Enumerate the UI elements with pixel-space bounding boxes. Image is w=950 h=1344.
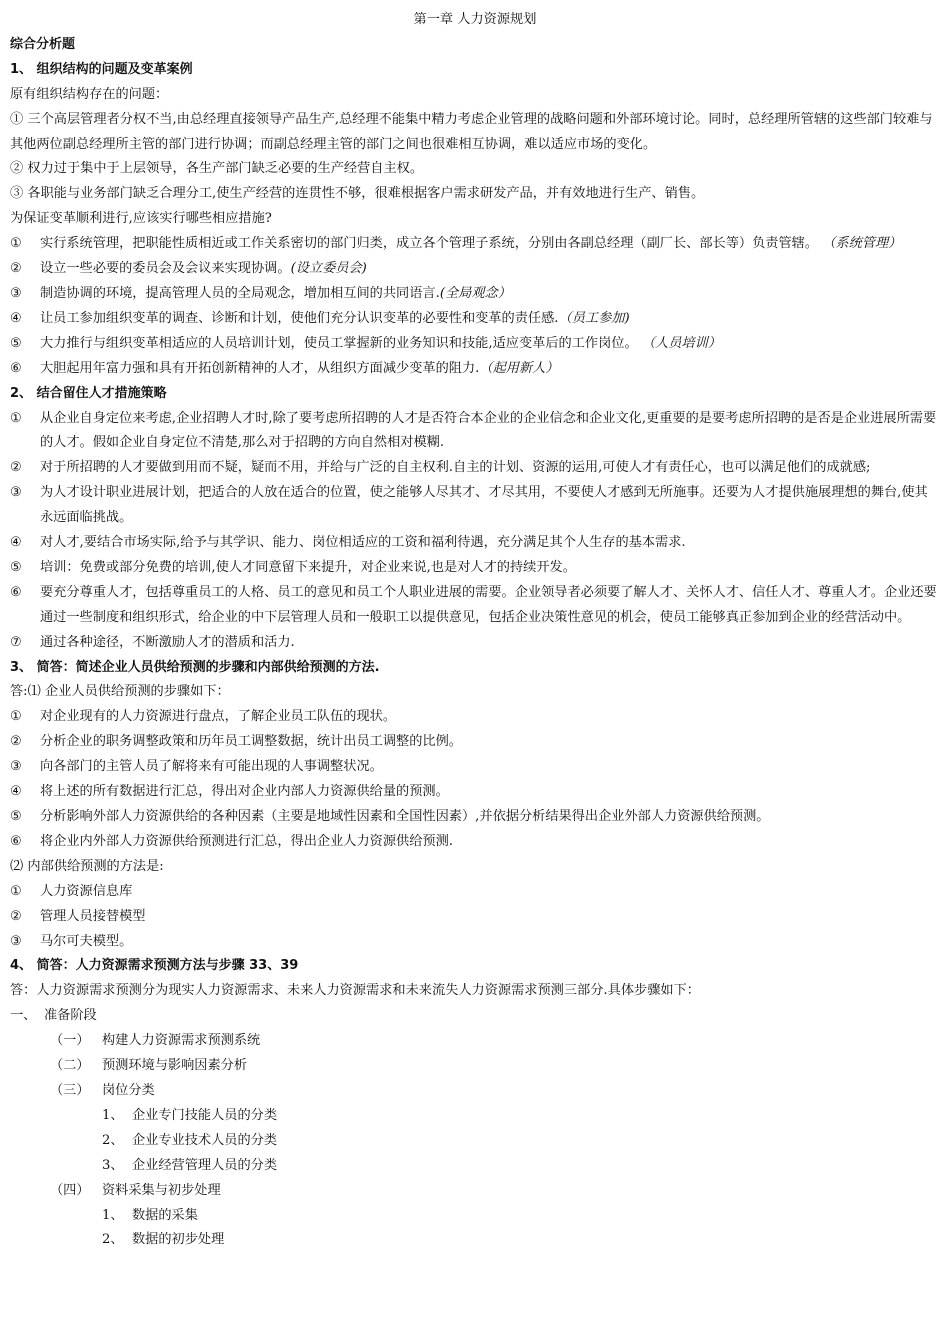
measure-note: (全局观念）	[439, 285, 511, 301]
q4-sub-sub-item	[10, 1104, 940, 1129]
q1-problem-2: ② 权力过于集中于上层领导，各生产部门缺乏必要的生产经营自主权。	[10, 161, 424, 177]
q4-sub-sub-item	[10, 1154, 940, 1179]
q2-item	[10, 631, 940, 656]
item-text: 分析影响外部人力资源供给的各种因素（主要是地域性因素和全国性因素）,并依据分析结果得出企业外部人力资源供给预测。	[40, 809, 770, 824]
item-text: 预测环境与影响因素分析	[102, 1058, 248, 1074]
item-text: 向各部门的主管人员了解将来有可能出现的人事调整状况。	[40, 759, 383, 775]
item-text: 分析企业的职务调整政策和历年员工调整数据，统计出员工调整的比例。	[40, 734, 462, 750]
item-text	[40, 332, 940, 357]
item-text	[40, 307, 940, 332]
q3-method	[10, 905, 940, 930]
item-text: 要充分尊重人才，包括尊重员工的人格、员工的意见和员工个人职业进展的需要。企业领导者必须要了解人才、关怀人才、信任人才、尊重人才。企业还要通过一些制度和组织形式，给企业的中下层管理人员和一般职工以提供意见，包括企业决策性意见的机会，使员工能够真正参加到企业的经营活动中。	[40, 584, 937, 625]
item-number: （二）	[50, 1058, 90, 1074]
measure-note: （人员培训）	[641, 335, 721, 351]
item-text: 培训：免费或部分免费的培训,使人才同意留下来提升，对企业来说,也是对人才的持续开发。	[40, 559, 576, 575]
item-number: ⑥	[10, 584, 22, 600]
item-number: ①	[10, 410, 22, 426]
measure-note: (设立委员会)	[290, 261, 367, 277]
q4-stage	[10, 1004, 940, 1029]
item-text	[40, 282, 940, 307]
item-number: ③	[10, 485, 22, 501]
item-number: 3、	[102, 1157, 124, 1173]
document-page	[10, 8, 940, 1253]
q2-item	[10, 481, 940, 531]
q3-step	[10, 830, 940, 855]
q1-measure-item	[10, 357, 940, 382]
item-number: ⑤	[10, 809, 22, 824]
q3-step	[10, 705, 940, 730]
item-text: 企业专业技术人员的分类	[132, 1132, 278, 1148]
item-text: 数据的采集	[132, 1207, 198, 1223]
item-text: 人力资源信息库	[40, 883, 133, 899]
item-number: ②	[10, 460, 22, 476]
q4-sub-item	[10, 1029, 940, 1054]
item-text: 将上述的所有数据进行汇总，得出对企业内部人力资源供给量的预测。	[40, 784, 449, 800]
q1-measure-item	[10, 257, 940, 282]
q2-item	[10, 407, 940, 457]
q4-sub-item	[10, 1079, 940, 1104]
item-number: （四）	[50, 1182, 90, 1198]
item-number: 2、	[102, 1132, 124, 1148]
item-text: 对企业现有的人力资源进行盘点，了解企业员工队伍的现状。	[40, 709, 397, 725]
q3-step	[10, 755, 940, 780]
measure-text: 大力推行与组织变革相适应的人员培训计划，使员工掌握新的业务知识和技能,适应变革后的工作岗位。	[40, 335, 642, 351]
item-number: 1、	[102, 1207, 124, 1223]
measure-note: （员工参加)	[558, 310, 630, 326]
item-number: ③	[10, 933, 22, 949]
section-heading: 综合分析题	[10, 36, 76, 52]
q2-item	[10, 556, 940, 581]
item-number: ⑦	[10, 634, 22, 650]
q1-problems-intro: 原有组织结构存在的问题：	[10, 86, 169, 102]
q4-sub-item	[10, 1054, 940, 1079]
q3-step	[10, 805, 940, 830]
q1-problem-1	[10, 108, 940, 158]
measure-note: （系统管理）	[822, 236, 902, 252]
item-text: 企业专门技能人员的分类	[132, 1107, 278, 1123]
item-number: ⑤	[10, 559, 22, 575]
q3-method	[10, 930, 940, 955]
item-number: ③	[10, 759, 22, 775]
item-text	[40, 232, 940, 257]
q1-measures-intro: 为保证变革顺利进行,应该实行哪些相应措施?	[10, 211, 272, 227]
q2-heading: 2、 结合留住人才措施策略	[10, 385, 167, 401]
measure-text: 大胆起用年富力强和具有开拓创新精神的人才，从组织方面减少变革的阻力.	[40, 360, 480, 376]
q3-methods-intro: ⑵ 内部供给预测的方法是:	[10, 858, 164, 874]
measure-text: 实行系统管理，把职能性质相近或工作关系密切的部门归类，成立各个管理子系统，分别由各副总经理（副厂长、部长等）负责管辖。	[40, 236, 823, 252]
item-text: 对于所招聘的人才要做到用而不疑，疑而不用，并给与广泛的自主权利.自主的计划、资源的运用,可使人才有责任心，也可以满足他们的成就感;	[40, 460, 871, 476]
item-text: 数据的初步处理	[132, 1232, 225, 1248]
item-number: 1、	[102, 1107, 124, 1123]
q1-problem-3: ③ 各职能与业务部门缺乏合理分工,使生产经营的连贯性不够，很难根据客户需求研发产品，并有效地进行生产、销售。	[10, 186, 705, 202]
item-number: ①	[10, 883, 22, 899]
item-text: 将企业内外部人力资源供给预测进行汇总，得出企业人力资源供给预测.	[40, 833, 454, 849]
q4-answer: 答：人力资源需求预测分为现实人力资源需求、未来人力资源需求和未来流失人力资源需求预测三部分.具体步骤如下：	[10, 983, 700, 999]
item-number: （一）	[50, 1033, 90, 1049]
item-number: ⑤	[10, 335, 22, 351]
item-text: 资料采集与初步处理	[102, 1182, 221, 1198]
q1-measure-item	[10, 232, 940, 257]
item-text	[40, 257, 940, 282]
q4-heading: 4、 简答：人力资源需求预测方法与步骤 33、39	[10, 958, 299, 974]
q3-answer-intro: 答:⑴ 企业人员供给预测的步骤如下：	[10, 684, 230, 700]
q3-heading: 3、 简答：简述企业人员供给预测的步骤和内部供给预测的方法.	[10, 659, 380, 675]
q3-step	[10, 780, 940, 805]
item-number: ②	[10, 261, 22, 277]
item-number: ④	[10, 310, 22, 326]
q1-heading: 1、 组织结构的问题及变革案例	[10, 61, 193, 77]
item-number: 2、	[102, 1232, 124, 1248]
measure-text: 设立一些必要的委员会及会议来实现协调。	[40, 261, 291, 277]
measure-text: 让员工参加组织变革的调查、诊断和计划，使他们充分认识变革的必要性和变革的责任感.	[40, 310, 559, 326]
q4-sub-item	[10, 1179, 940, 1204]
q1-measure-item	[10, 307, 940, 332]
q3-method	[10, 880, 940, 905]
q2-item	[10, 456, 940, 481]
item-text: 管理人员接替模型	[40, 908, 146, 924]
item-number: ①	[10, 236, 22, 252]
q1-problem-1-text: ① 三个高层管理者分权不当,由总经理直接领导产品生产,总经理不能集中精力考虑企业管理的战略问题和外部环境讨论。同时，总经理所管辖的这些部门较难与其他两位副总经理所主管的部门进行协调；而副总经理主管的部门之间也很难相互协调，难以适应市场的变化。	[10, 111, 933, 152]
q4-sub-sub-item	[10, 1129, 940, 1154]
measure-text: 制造协调的环境，提高管理人员的全局观念，增加相互间的共同语言.	[40, 285, 440, 301]
item-number: ④	[10, 784, 22, 800]
item-text	[40, 357, 940, 382]
item-text: 对人才,要结合市场实际,给予与其学识、能力、岗位相适应的工资和福利待遇，充分满足其个人生存的基本需求.	[40, 535, 686, 551]
item-text: 从企业自身定位来考虑,企业招聘人才时,除了要考虑所招聘的人才是否符合本企业的企业信念和企业文化,更重要的是要考虑所招聘的是否是企业进展所需要的人才。假如企业自身定位不清楚,那么对于招聘的方向自然相对模糊.	[40, 410, 937, 451]
q4-sub-sub-item	[10, 1228, 940, 1253]
q4-sub-sub-item	[10, 1204, 940, 1229]
item-text: 马尔可夫模型。	[40, 933, 133, 949]
item-number: （三）	[50, 1082, 90, 1098]
item-text: 准备阶段	[44, 1008, 97, 1024]
item-text: 为人才设计职业进展计划，把适合的人放在适合的位置，使之能够人尽其才、才尽其用，不要使人才感到无所施事。还要为人才提供施展理想的舞台,使其永远面临挑战。	[40, 485, 928, 526]
item-text: 通过各种途径，不断激励人才的潜质和活力.	[40, 634, 295, 650]
item-number: ③	[10, 285, 22, 301]
q2-item	[10, 581, 940, 631]
item-number: ⑥	[10, 833, 22, 849]
item-number: ①	[10, 709, 22, 725]
q1-measure-item	[10, 282, 940, 307]
item-text: 企业经营管理人员的分类	[132, 1157, 278, 1173]
item-text: 岗位分类	[102, 1082, 155, 1098]
item-number: ④	[10, 535, 22, 551]
q1-measure-item	[10, 332, 940, 357]
q3-step	[10, 730, 940, 755]
item-number: ②	[10, 734, 22, 750]
item-number: ⑥	[10, 360, 22, 376]
chapter-title: 第一章 人力资源规划	[413, 12, 537, 27]
measure-note: （起用新人）	[479, 360, 559, 376]
item-text: 构建人力资源需求预测系统	[102, 1033, 261, 1049]
item-number: 一、	[10, 1008, 37, 1024]
q2-item	[10, 531, 940, 556]
item-number: ②	[10, 908, 22, 924]
